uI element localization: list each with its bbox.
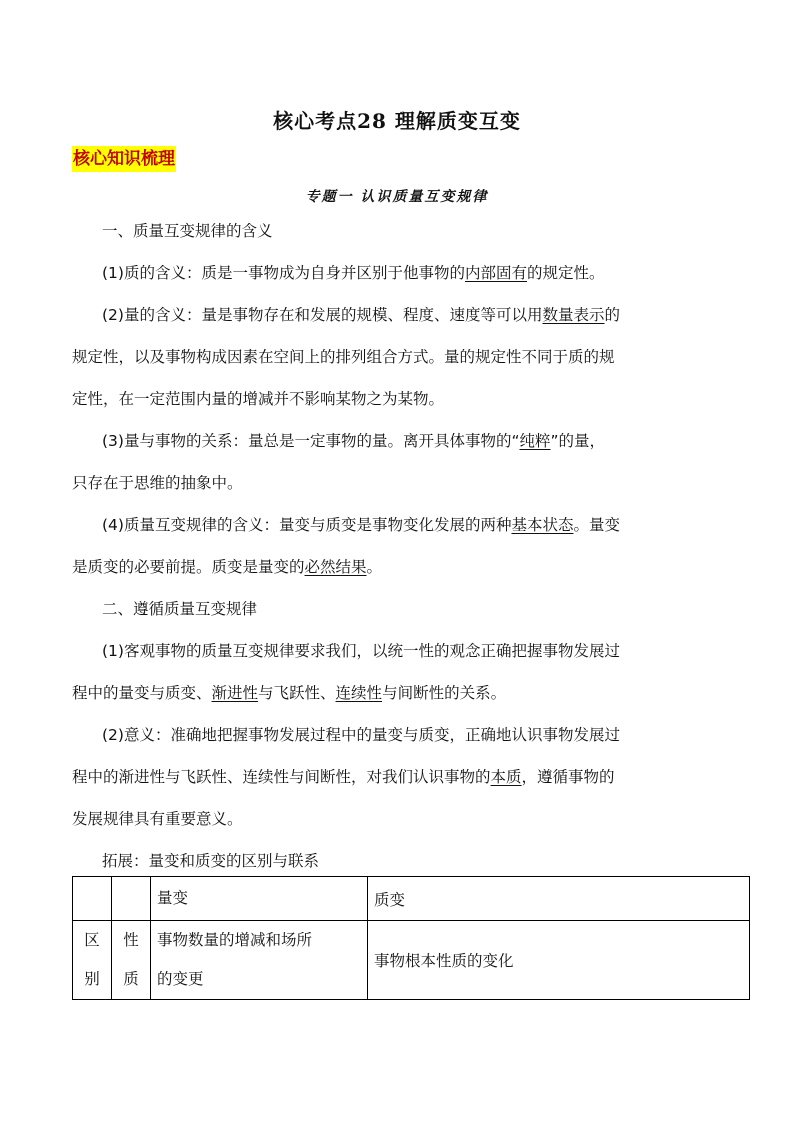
text-segment: 的 (604, 306, 620, 324)
cell-text: 的变更 (157, 970, 204, 988)
cell-text: 性 (123, 931, 139, 949)
table-header-quantitative: 量变 (151, 877, 368, 921)
underlined-term: 本质 (490, 768, 522, 786)
table-header-cell (112, 877, 151, 921)
page-title: 核心考点28 理解质变互变 (273, 109, 521, 133)
text-segment: 程中的渐进性与飞跃性、连续性与间断性，对我们认识事物的 (72, 768, 491, 786)
text-segment: (1)质的含义：质是一事物成为自身并区别于他事物的 (102, 264, 465, 282)
table-row (73, 921, 750, 1000)
paragraph-law-line-1 (72, 504, 722, 546)
text-segment: 程中的量变与质变、 (72, 684, 212, 702)
comparison-table (72, 876, 750, 1000)
paragraph-relation-line-2: 只存在于思维的抽象中。 (72, 474, 243, 492)
cell-quantitative-nature (151, 921, 368, 1000)
text-segment: ”的量， (550, 432, 606, 450)
paragraph-law-line-2 (72, 546, 722, 588)
paragraph-significance-line-2 (72, 756, 722, 798)
paragraph-requirement-line-2 (72, 672, 722, 714)
paragraph-requirement-line-1: (1)客观事物的质量互变规律要求我们，以统一性的观念正确把握事物发展过 (102, 642, 620, 660)
underlined-term: 连续性 (335, 684, 383, 702)
text-segment: ，遵循事物的 (521, 768, 615, 786)
cell-text: 别 (84, 970, 100, 988)
text-segment: 与飞跃性、 (258, 684, 336, 702)
cell-text: 事物数量的增减和场所 (157, 931, 313, 949)
text-segment: (4)质量互变规律的含义：量变与质变是事物变化发展的两种 (102, 516, 512, 534)
underlined-term: 必然结果 (304, 558, 367, 576)
text-segment: (2)量的含义：量是事物存在和发展的规模、程度、速度等可以用 (102, 306, 543, 324)
heading-1: 一、质量互变规律的含义 (102, 222, 273, 240)
underlined-term: 纯粹 (519, 432, 551, 450)
row-label-nature (112, 921, 151, 1000)
extension-heading: 拓展：量变和质变的区别与联系 (102, 852, 320, 870)
text-segment: 是质变的必要前提。质变是量变的 (72, 558, 305, 576)
paragraph-quantity-line-2: 规定性，以及事物构成因素在空间上的排列组合方式。量的规定性不同于质的规 (72, 348, 615, 366)
text-segment: 。 (366, 558, 383, 576)
text-segment: 。量变 (573, 516, 620, 534)
section-label: 核心知识梳理 (72, 146, 176, 172)
body-text (72, 210, 722, 882)
paragraph-relation-line-1 (72, 420, 722, 462)
text-segment: 与间断性的关系。 (382, 684, 507, 702)
heading-2: 二、遵循质量互变规律 (102, 600, 258, 618)
row-label-difference (73, 921, 112, 1000)
paragraph-significance-line-3: 发展规律具有重要意义。 (72, 810, 243, 828)
text-segment: 的规定性。 (526, 264, 605, 282)
text-segment: (3)量与事物的关系：量总是一定事物的量。离开具体事物的“ (102, 432, 520, 450)
topic-subtitle: 专题一 认识质量互变规律 (305, 189, 489, 205)
paragraph-quality (72, 252, 722, 294)
underlined-term: 基本状态 (511, 516, 574, 534)
underlined-term: 渐进性 (211, 684, 259, 702)
table-header-row (73, 877, 750, 921)
paragraph-quantity-line-1 (72, 294, 722, 336)
underlined-term: 内部固有 (464, 264, 527, 282)
cell-qualitative-nature: 事物根本性质的变化 (368, 921, 750, 1000)
paragraph-significance-line-1: (2)意义：准确地把握事物发展过程中的量变与质变，正确地认识事物发展过 (102, 726, 620, 744)
cell-text: 区 (84, 931, 100, 949)
table-header-qualitative: 质变 (368, 877, 750, 921)
paragraph-quantity-line-3: 定性，在一定范围内量的增减并不影响某物之为某物。 (72, 390, 445, 408)
table-header-cell (73, 877, 112, 921)
cell-text: 质 (123, 970, 139, 988)
underlined-term: 数量表示 (542, 306, 605, 324)
